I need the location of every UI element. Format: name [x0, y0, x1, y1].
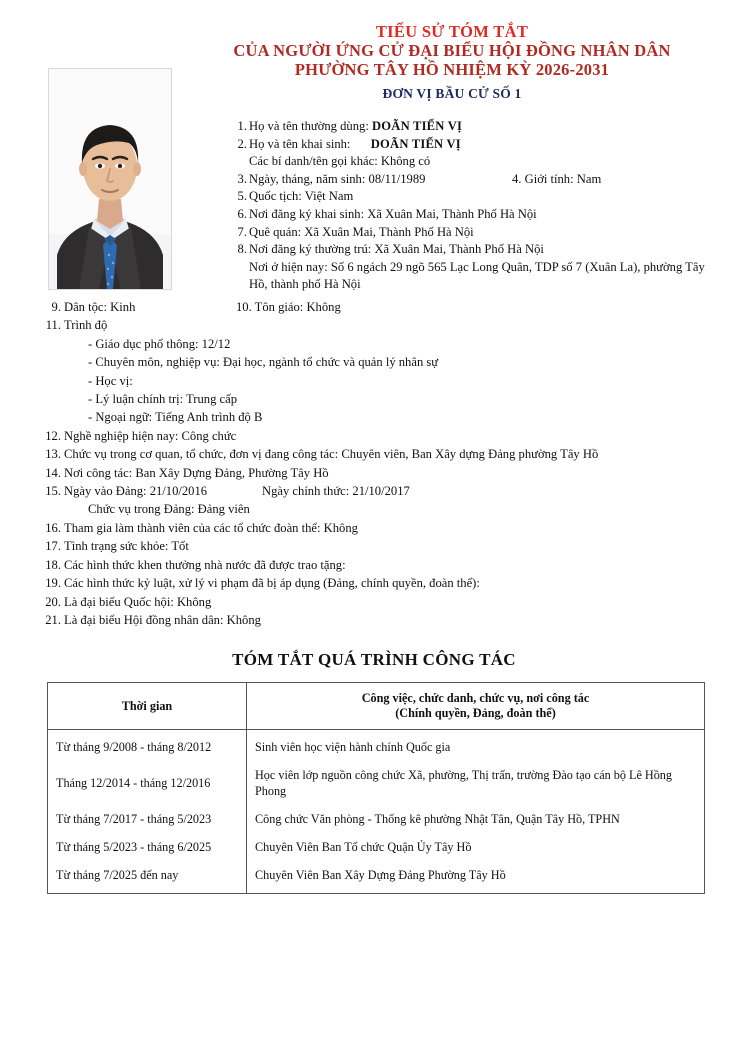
item-value-birth-registration: Xã Xuân Mai, Thành Phố Hà Nội — [367, 206, 537, 221]
column-header-time: Thời gian — [48, 683, 247, 730]
item-number: 8. — [237, 242, 247, 257]
item-number: 17. — [45, 539, 61, 554]
cell-time: Từ tháng 5/2023 - tháng 6/2025 — [48, 833, 247, 861]
item-text: Các hình thức kỷ luật, xử lý vi phạm đã bị áp dụng (Đảng, chính quyền, đoàn thể): — [64, 576, 480, 591]
candidate-photo — [48, 68, 172, 290]
item-number: 18. — [45, 557, 61, 572]
party-official-date-group — [262, 482, 410, 500]
cell-time: Từ tháng 9/2008 - tháng 8/2012 — [48, 730, 247, 762]
item-label: Ngày vào Đảng: — [64, 484, 147, 499]
item-number: 14. — [45, 465, 61, 480]
education-professional: - Chuyên môn, nghiệp vụ: Đại học, ngành tổ chức và quản lý nhân sự — [88, 355, 439, 370]
cell-work: Chuyên Viên Ban Tổ chức Quận Ủy Tây Hồ — [247, 833, 705, 861]
work-history-table — [47, 682, 705, 894]
item-label: Giới tính: — [524, 171, 574, 186]
electoral-unit-label: ĐƠN VỊ BẦU CỬ SỐ 1 — [382, 86, 522, 101]
item-number: 13. — [45, 447, 61, 462]
cell-time: Từ tháng 7/2025 đến nay — [48, 861, 247, 894]
item-text: Nghề nghiệp hiện nay: Công chức — [64, 428, 237, 443]
info-row-mass-organizations — [40, 519, 720, 537]
info-row-name-common — [232, 118, 710, 136]
info-row-people-council-deputy — [40, 611, 720, 629]
info-row-religion — [236, 298, 341, 316]
item-number: 11. — [45, 318, 61, 333]
item-value-permanent-residence: Xã Xuân Mai, Thành Phố Hà Nội — [374, 242, 544, 257]
info-row-hometown — [232, 224, 710, 242]
info-row-position-organization — [40, 445, 720, 463]
table-header-row — [48, 683, 705, 730]
table-row — [48, 761, 705, 805]
info-row-name-birth — [232, 136, 710, 154]
item-label: Họ và tên khai sinh: — [249, 136, 351, 151]
item-text: Là đại biểu Hội đồng nhân dân: Không — [64, 612, 261, 627]
item-number: 6. — [237, 206, 247, 221]
personal-info-upper — [232, 118, 710, 294]
info-row-ethnicity — [40, 298, 720, 316]
item-number: 10. — [236, 300, 252, 314]
column-header-work-line2: (Chính quyền, Đảng, đoàn thể) — [395, 706, 556, 720]
table-row — [48, 833, 705, 861]
item-value-religion: Không — [306, 300, 341, 314]
info-row-national-assembly-deputy — [40, 593, 720, 611]
item-number: 4. — [512, 171, 522, 186]
party-official-date-value: 21/10/2017 — [352, 484, 410, 499]
info-row-permanent-residence — [232, 241, 710, 259]
item-number: 21. — [45, 612, 61, 627]
info-row-birth-registration — [232, 206, 710, 224]
info-row-birthdate — [232, 171, 710, 189]
item-value-birth-name: DOÃN TIẾN VỊ — [370, 136, 461, 151]
title-line-1: TIỂU SỬ TÓM TẮT — [375, 22, 529, 41]
table-row — [48, 805, 705, 833]
item-number: 9. — [51, 300, 61, 314]
personal-info-lower — [40, 298, 720, 629]
item-number: 19. — [45, 576, 61, 591]
item-number: 1. — [237, 119, 247, 133]
current-residence-value: Số 6 ngách 29 ngõ 565 Lạc Long Quân, TDP số 7 (Xuân La), phường Tây Hồ, thành phố Hà Nội — [249, 259, 705, 292]
item-text: Chức vụ trong cơ quan, tổ chức, đơn vị đang công tác: Chuyên viên, Ban Xây dựng Đảng phường Tây Hồ — [64, 447, 599, 462]
item-label: Ngày, tháng, năm sinh: — [249, 171, 366, 186]
document-title-block — [176, 22, 728, 102]
item-text: Các hình thức khen thưởng nhà nước đã được trao tặng: — [64, 557, 346, 572]
party-position: Chức vụ trong Đảng: Đảng viên — [88, 502, 250, 517]
item-label: Quê quán: — [249, 224, 302, 239]
table-header — [48, 683, 705, 730]
item-number: 2. — [237, 136, 247, 151]
item-text: Tham gia làm thành viên của các tổ chức đoàn thể: Không — [64, 520, 358, 535]
item-label: Trình độ — [64, 318, 108, 333]
item-label: Nơi đăng ký khai sinh: — [249, 206, 365, 221]
column-header-work-line1: Công việc, chức danh, chức vụ, nơi công tác — [361, 691, 590, 705]
item-number: 3. — [237, 171, 247, 186]
item-number: 20. — [45, 594, 61, 609]
portrait-illustration — [49, 69, 171, 289]
item-value-hometown: Xã Xuân Mai, Thành Phố Hà Nội — [304, 224, 474, 239]
info-row-party-join-date — [40, 482, 720, 500]
item-label: Dân tộc: — [64, 300, 108, 314]
item-value-party-join-date: 21/10/2016 — [149, 484, 208, 499]
item-label: Nơi đăng ký thường trú: — [249, 242, 372, 257]
item-text: Tình trạng sức khỏe: Tốt — [64, 539, 189, 554]
item-value-ethnicity: Kinh — [110, 300, 136, 314]
item-label: Quốc tịch: — [249, 189, 302, 204]
cell-work: Sinh viên học viện hành chính Quốc gia — [247, 730, 705, 762]
party-official-date-label: Ngày chính thức: — [262, 484, 350, 499]
item-number: 16. — [45, 520, 61, 535]
info-row-current-residence — [232, 259, 710, 294]
info-row-alias — [232, 153, 710, 171]
table-row — [48, 730, 705, 762]
item-number: 12. — [45, 428, 61, 443]
education-political-theory: - Lý luận chính trị: Trung cấp — [88, 392, 238, 407]
item-text: Nơi công tác: Ban Xây Dựng Đảng, Phường Tây Hồ — [64, 465, 329, 480]
info-row-workplace — [40, 464, 720, 482]
item-value-nationality: Việt Nam — [304, 189, 354, 204]
cell-time: Từ tháng 7/2017 - tháng 5/2023 — [48, 805, 247, 833]
item-number: 15. — [45, 484, 61, 499]
info-row-state-awards — [40, 556, 720, 574]
column-header-work — [247, 683, 705, 730]
info-row-nationality — [232, 188, 710, 206]
education-general: - Giáo dục phổ thông: 12/12 — [88, 336, 231, 351]
title-line-2: CỦA NGƯỜI ỨNG CỬ ĐẠI BIỂU HỘI ĐỒNG NHÂN DÂN — [233, 41, 671, 60]
education-academic-degree: - Học vị: — [88, 373, 133, 388]
table-row — [48, 861, 705, 894]
info-row-education-heading — [40, 316, 720, 334]
info-row-disciplinary-actions — [40, 574, 720, 592]
current-residence-label: Nơi ở hiện nay: — [249, 259, 328, 274]
title-line-3: PHƯỜNG TÂY HỒ NHIỆM KỲ 2026-2031 — [294, 60, 610, 79]
education-foreign-language: - Ngoại ngữ: Tiếng Anh trình độ B — [88, 410, 263, 425]
alias-label: Các bí danh/tên gọi khác: — [249, 154, 378, 169]
info-row-health — [40, 537, 720, 555]
table-body — [48, 730, 705, 894]
cell-work: Chuyên Viên Ban Xây Dựng Đảng Phường Tây Hồ — [247, 861, 705, 894]
item-number: 7. — [237, 224, 247, 239]
info-row-occupation — [40, 427, 720, 445]
item-number: 5. — [237, 189, 247, 204]
cell-time: Tháng 12/2014 - tháng 12/2016 — [48, 761, 247, 805]
item-value-gender: Nam — [576, 171, 602, 186]
cell-work: Học viên lớp nguồn công chức Xã, phường, Thị trấn, trường Đào tạo cán bộ Lê Hồng Phong — [247, 761, 705, 805]
work-history-heading: TÓM TẮT QUÁ TRÌNH CÔNG TÁC — [232, 650, 516, 669]
info-row-gender — [512, 171, 601, 189]
item-label: Tôn giáo: — [254, 300, 304, 314]
item-label: Họ và tên thường dùng: — [249, 119, 369, 133]
item-text: Là đại biểu Quốc hội: Không — [64, 594, 212, 609]
item-value-birthdate: 08/11/1989 — [368, 171, 426, 186]
item-value-full-name: DOÃN TIẾN VỊ — [371, 119, 463, 133]
cell-work: Công chức Văn phòng - Thống kê phường Nhật Tân, Quận Tây Hồ, TPHN — [247, 805, 705, 833]
alias-value: Không có — [380, 154, 431, 169]
